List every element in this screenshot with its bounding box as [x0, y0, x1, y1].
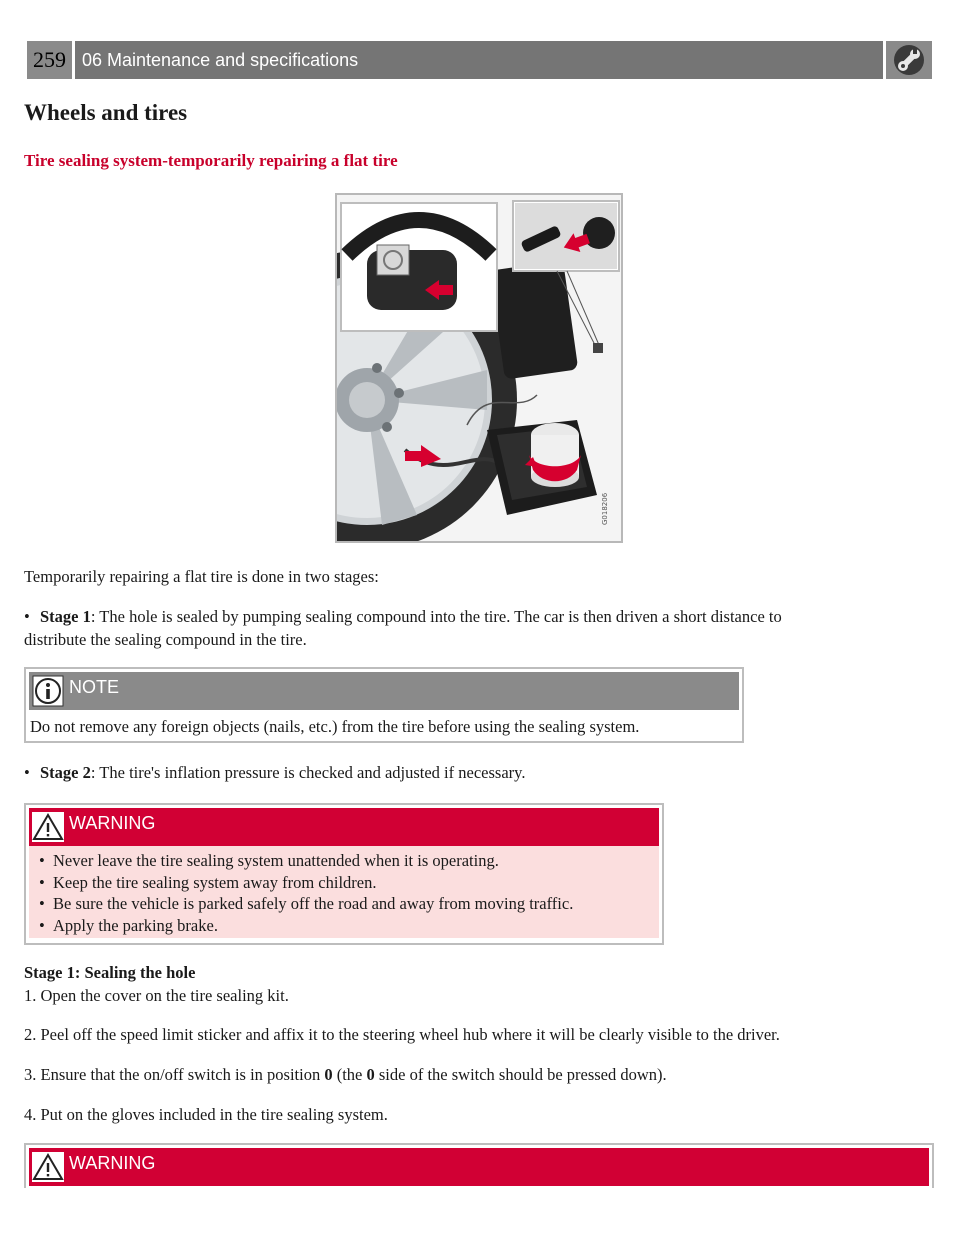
warning-item: • Never leave the tire sealing system unattended when it is operating. — [39, 851, 499, 870]
intro-text: Temporarily repairing a flat tire is done in two stages: — [24, 567, 379, 586]
stage1-text-cont: distribute the sealing compound in the tire. — [24, 630, 307, 649]
stage2-text: : The tire's inflation pressure is checked and adjusted if necessary. — [90, 763, 526, 782]
stage1-label: Stage 1 — [40, 607, 91, 626]
warning-title-2: WARNING — [69, 1152, 156, 1173]
warning-header-2 — [29, 1148, 929, 1186]
page-header — [27, 41, 932, 79]
warning-item-text: Be sure the vehicle is parked safely off the road and away from moving traffic. — [53, 894, 574, 913]
chapter-title: 06 Maintenance and specifications — [75, 41, 883, 79]
stage1-bullet: • Stage 1: The hole is sealed by pumping sealing compound into the tire. The car is then driven a short distance to — [24, 607, 782, 626]
step-3-bold: 0 — [366, 1065, 375, 1084]
step-3-text: side of the switch should be pressed down). — [374, 1065, 667, 1084]
tire-sealing-illustration — [335, 193, 623, 543]
warning-triangle-icon — [31, 810, 65, 844]
warning-header — [29, 808, 659, 846]
stage2-label: Stage 2 — [40, 763, 91, 782]
warning-item: • Apply the parking brake. — [39, 915, 218, 935]
warning-title: WARNING — [69, 812, 156, 833]
note-title: NOTE — [69, 676, 120, 697]
step-3-text: (the — [332, 1065, 367, 1084]
figure-code: G018206 — [601, 492, 609, 525]
warning-item-text: Never leave the tire sealing system unattended when it is operating. — [53, 851, 499, 870]
page-number: 259 — [27, 41, 72, 79]
warning-list — [29, 846, 659, 938]
section-subtitle: Tire sealing system-temporarily repairing a flat tire — [24, 151, 398, 170]
stage1-text: : The hole is sealed by pumping sealing compound into the tire. The car is then driven a short distance to — [90, 607, 782, 626]
step-2: 2. Peel off the speed limit sticker and affix it to the steering wheel hub where it will be clearly visible to the driver. — [24, 1025, 780, 1044]
warning-triangle-icon — [31, 1150, 65, 1184]
stage2-bullet: • Stage 2: The tire's inflation pressure is checked and adjusted if necessary. — [24, 763, 526, 782]
warning-item-text: Keep the tire sealing system away from children. — [53, 872, 377, 892]
wrench-icon — [886, 41, 932, 79]
step-3-text: 3. Ensure that the on/off switch is in position — [24, 1065, 325, 1084]
step-3 — [24, 1064, 667, 1086]
warning-box — [24, 803, 664, 945]
step-4: 4. Put on the gloves included in the tire sealing system. — [24, 1105, 388, 1124]
warning-box-2 — [24, 1143, 934, 1188]
note-box — [24, 667, 744, 743]
stage1-heading: Stage 1: Sealing the hole — [24, 963, 196, 982]
warning-item: • Be sure the vehicle is parked safely off the road and away from moving traffic. — [39, 894, 574, 913]
info-icon — [31, 674, 65, 708]
warning-item: • Keep the tire sealing system away from children. — [39, 872, 377, 892]
note-text: Do not remove any foreign objects (nails, etc.) from the tire before using the sealing system. — [30, 717, 640, 736]
step-1: 1. Open the cover on the tire sealing kit. — [24, 986, 289, 1005]
step-3-bold: 0 — [324, 1065, 333, 1084]
note-header — [29, 672, 739, 710]
warning-item-text: Apply the parking brake. — [53, 915, 218, 935]
page-title: Wheels and tires — [24, 100, 188, 125]
